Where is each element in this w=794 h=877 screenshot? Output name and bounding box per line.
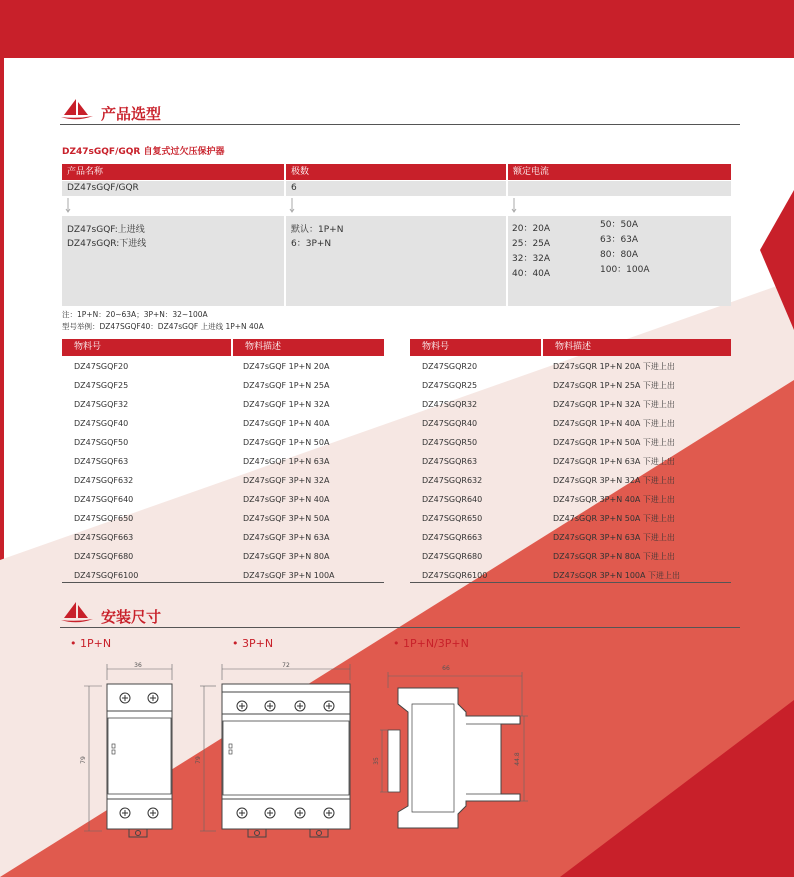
- current-20: 20：20A: [512, 224, 551, 234]
- mat-right-code: DZ47SGQR650: [422, 514, 483, 523]
- mat-left-desc: DZ47sGQF 1P+N 25A: [243, 381, 330, 390]
- section-divider: [60, 627, 740, 628]
- sail-logo-icon: [60, 98, 94, 122]
- mat-left-code: DZ47SGQF20: [74, 362, 129, 371]
- spec-detail-current: [508, 216, 731, 306]
- mat-right-desc: DZ47sGQR 1P+N 50A 下进上出: [553, 438, 675, 447]
- mat-left-code: DZ47SGQF6100: [74, 571, 139, 580]
- current-50: 50：50A: [600, 220, 639, 230]
- dim-width-3p: 72: [282, 662, 290, 669]
- mat-left-desc: DZ47sGQF 1P+N 40A: [243, 419, 330, 428]
- mat-right-code: DZ47SGQR20: [422, 362, 478, 371]
- spec-detail-name: [62, 216, 284, 306]
- mat-right-code: DZ47SGQR640: [422, 495, 483, 504]
- poles-line-default: 默认：1P+N: [291, 225, 344, 235]
- mat-right-desc: DZ47sGQR 1P+N 25A 下进上出: [553, 381, 675, 390]
- note-example: 型号举例：DZ47SGQF40：DZ47sGQF 上进线 1P+N 40A: [62, 322, 264, 331]
- mat-left-code: DZ47SGQF40: [74, 419, 129, 428]
- dim-depth: 66: [442, 665, 450, 672]
- mat-left-code: DZ47SGQF25: [74, 381, 129, 390]
- product-title: DZ47sGQF/GQR 自复式过欠压保护器: [62, 147, 225, 157]
- section-title-selection: 产品选型: [101, 105, 162, 123]
- name-line-upper: DZ47sGQF:上进线: [67, 225, 145, 235]
- spec-cell-poles: 6: [286, 181, 506, 196]
- current-40: 40：40A: [512, 269, 551, 279]
- diagram-label-3p: • 3P+N: [232, 637, 274, 650]
- mat-left-desc: DZ47sGQF 3P+N 100A: [243, 571, 335, 580]
- name-line-lower: DZ47sGQR:下进线: [67, 239, 147, 249]
- mat-right-desc: DZ47sGQR 1P+N 20A 下进上出: [553, 362, 675, 371]
- mat-right-header-code: 物料号: [410, 339, 541, 356]
- mat-left-header-code: 物料号: [62, 339, 231, 356]
- current-63: 63：63A: [600, 235, 639, 245]
- mat-right-desc: DZ47sGQR 1P+N 63A 下进上出: [553, 457, 675, 466]
- diagram-side-view: [370, 656, 540, 846]
- mat-left-header-desc: 物料描述: [233, 339, 384, 356]
- diagram-1p-front: [80, 656, 190, 846]
- poles-line-3p: 6：3P+N: [291, 239, 332, 249]
- sail-logo-icon: [60, 601, 94, 625]
- mat-right-code: DZ47SGQR32: [422, 400, 478, 409]
- spec-header-current: 额定电流: [508, 164, 731, 180]
- spec-cell-current: [508, 181, 731, 196]
- mat-right-code: DZ47SGQR663: [422, 533, 483, 542]
- current-100: 100：100A: [600, 265, 650, 275]
- mat-right-desc: DZ47sGQR 1P+N 40A 下进上出: [553, 419, 675, 428]
- note-range: 注：1P+N：20~63A；3P+N：32~100A: [62, 310, 208, 319]
- spec-cell-name: DZ47sGQF/GQR: [62, 181, 284, 196]
- mat-left-code: DZ47SGQF663: [74, 533, 134, 542]
- spec-header-name: 产品名称: [62, 164, 284, 180]
- mat-left-desc: DZ47sGQF 1P+N 20A: [243, 362, 330, 371]
- diagram-label-side: • 1P+N/3P+N: [393, 637, 469, 650]
- diagram-label-1p: • 1P+N: [70, 637, 112, 650]
- mat-right-desc: DZ47sGQR 1P+N 32A 下进上出: [553, 400, 675, 409]
- mat-right-desc: DZ47sGQR 3P+N 50A 下进上出: [553, 514, 675, 523]
- mat-right-desc: DZ47sGQR 3P+N 80A 下进上出: [553, 552, 675, 561]
- mat-right-desc: DZ47sGQR 3P+N 100A 下进上出: [553, 571, 681, 580]
- current-80: 80：80A: [600, 250, 639, 260]
- mat-right-desc: DZ47sGQR 3P+N 40A 下进上出: [553, 495, 675, 504]
- connector-arrows: [62, 196, 742, 216]
- mat-right-code: DZ47SGQR40: [422, 419, 478, 428]
- mat-right-code: DZ47SGQR680: [422, 552, 483, 561]
- mat-right-code: DZ47SGQR63: [422, 457, 478, 466]
- mat-left-desc: DZ47sGQF 1P+N 50A: [243, 438, 330, 447]
- mat-right-code: DZ47SGQR50: [422, 438, 478, 447]
- mat-left-desc: DZ47sGQF 3P+N 50A: [243, 514, 330, 523]
- dim-body: 44.8: [514, 752, 521, 766]
- spec-detail-poles: [286, 216, 506, 306]
- mat-right-desc: DZ47sGQR 3P+N 63A 下进上出: [553, 533, 675, 542]
- current-25: 25：25A: [512, 239, 551, 249]
- mat-left-code: DZ47SGQF640: [74, 495, 134, 504]
- mat-left-code: DZ47SGQF50: [74, 438, 129, 447]
- mat-left-code: DZ47SGQF650: [74, 514, 134, 523]
- mat-left-code: DZ47SGQF63: [74, 457, 129, 466]
- mat-right-code: DZ47SGQR6100: [422, 571, 488, 580]
- section-title-install: 安装尺寸: [101, 608, 162, 626]
- dim-height-3p: 79: [195, 756, 202, 764]
- mat-left-desc: DZ47sGQF 3P+N 32A: [243, 476, 330, 485]
- mat-right-bottom-line: [410, 582, 731, 583]
- dim-width-1p: 36: [134, 662, 142, 669]
- current-32: 32：32A: [512, 254, 551, 264]
- mat-left-code: DZ47SGQF32: [74, 400, 129, 409]
- mat-left-desc: DZ47sGQF 1P+N 63A: [243, 457, 330, 466]
- mat-right-desc: DZ47sGQR 3P+N 32A 下进上出: [553, 476, 675, 485]
- spec-header-poles: 极数: [286, 164, 506, 180]
- dim-height-1p: 79: [80, 756, 87, 764]
- section-divider: [60, 124, 740, 125]
- mat-left-desc: DZ47sGQF 1P+N 32A: [243, 400, 330, 409]
- mat-left-code: DZ47SGQF680: [74, 552, 134, 561]
- mat-left-code: DZ47SGQF632: [74, 476, 134, 485]
- mat-right-code: DZ47SGQR632: [422, 476, 483, 485]
- mat-right-header-desc: 物料描述: [543, 339, 731, 356]
- mat-left-desc: DZ47sGQF 3P+N 80A: [243, 552, 330, 561]
- mat-left-desc: DZ47sGQF 3P+N 63A: [243, 533, 330, 542]
- dim-rail: 35: [373, 757, 380, 765]
- mat-left-desc: DZ47sGQF 3P+N 40A: [243, 495, 330, 504]
- mat-left-bottom-line: [62, 582, 384, 583]
- mat-right-code: DZ47SGQR25: [422, 381, 478, 390]
- diagram-3p-front: [192, 656, 362, 846]
